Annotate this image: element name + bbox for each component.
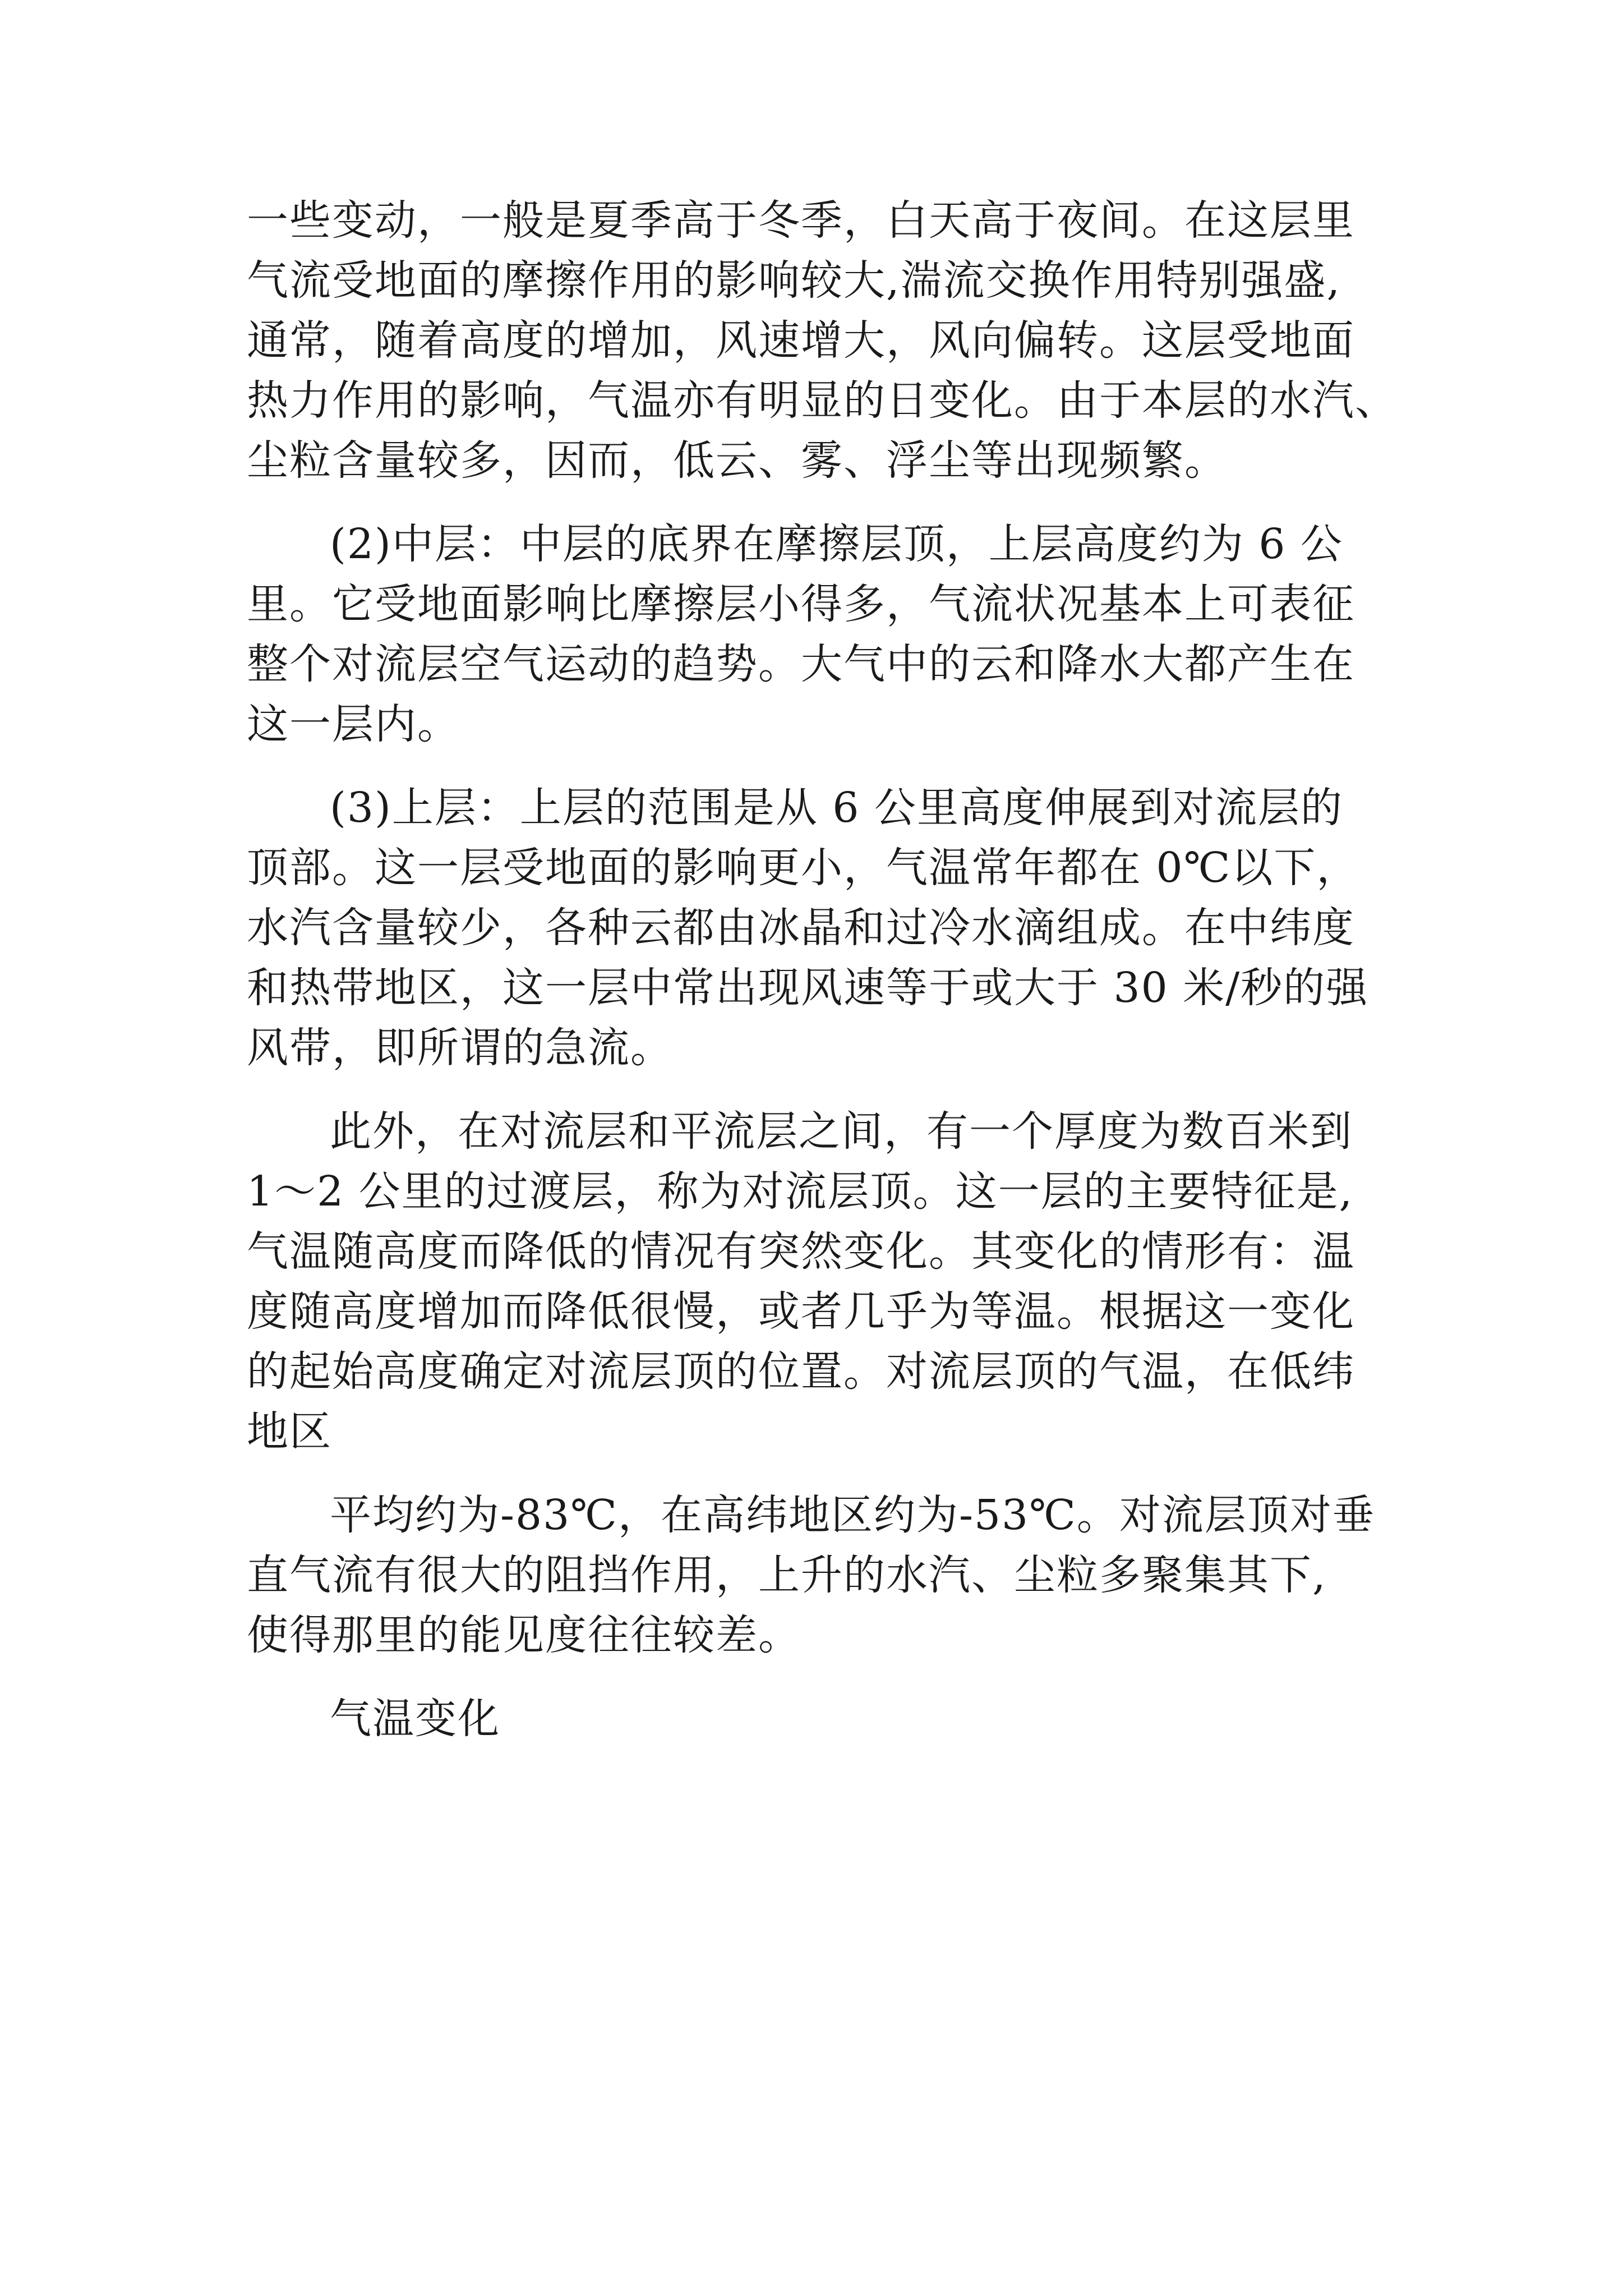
paragraph [247,1689,1441,1749]
text-line: 气流受地面的摩擦作用的影响较大,湍流交换作用特别强盛, [247,256,1341,305]
text-line: 尘粒含量较多，因而，低云、雾、浮尘等出现频繁。 [247,436,1227,485]
text-line: 此外，在对流层和平流层之间，有一个厚度为数百米到 [330,1107,1353,1156]
text-line: 使得那里的能见度往往较差。 [247,1611,801,1659]
text-line: 1～2 公里的过渡层，称为对流层顶。这一层的主要特征是, [247,1167,1354,1216]
text-line: 风带，即所谓的急流。 [247,1024,673,1072]
text-line: (3)上层：上层的范围是从 6 公里高度伸展到对流层的 [330,784,1343,832]
text-line: 一些变动，一般是夏季高于冬季，白天高于夜间。在这层里 [247,196,1355,245]
text-line: 整个对流层空气运动的趋势。大气中的云和降水大都产生在 [247,640,1355,688]
text-line: 的起始高度确定对流层顶的位置。对流层顶的气温，在低纬 [247,1347,1355,1396]
body-text [247,191,1441,1773]
text-line: 顶部。这一层受地面的影响更小，气温常年都在 0℃以下， [247,844,1359,892]
text-line: 直气流有很大的阻挡作用，上升的水汽、尘粒多聚集其下, [247,1551,1327,1599]
text-line: 通常，随着高度的增加，风速增大，风向偏转。这层受地面 [247,316,1355,365]
text-line: 地区 [247,1407,332,1456]
text-line: 里。它受地面影响比摩擦层小得多，气流状况基本上可表征 [247,580,1355,628]
text-line: 和热带地区，这一层中常出现风速等于或大于 30 米/秒的强 [247,964,1369,1012]
text-line: 平均约为-83℃，在高纬地区约为-53℃。对流层顶对垂 [330,1491,1375,1539]
text-line: 气温随高度而降低的情况有突然变化。其变化的情形有：温 [247,1227,1355,1276]
paragraph [247,191,1441,491]
text-line: 热力作用的影响，气温亦有明显的日变化。由于本层的水汽、 [247,376,1398,425]
text-line: 水汽含量较少，各种云都由冰晶和过冷水滴组成。在中纬度 [247,904,1355,952]
paragraph [247,1485,1441,1665]
paragraph [247,1102,1441,1462]
text-line: 气温变化 [330,1695,500,1743]
text-line: 这一层内。 [247,700,460,748]
text-line: (2)中层：中层的底界在摩擦层顶，上层高度约为 6 公 [330,520,1343,568]
paragraph [247,514,1441,754]
text-line: 度随高度增加而降低很慢，或者几乎为等温。根据这一变化 [247,1287,1355,1336]
paragraph [247,778,1441,1078]
